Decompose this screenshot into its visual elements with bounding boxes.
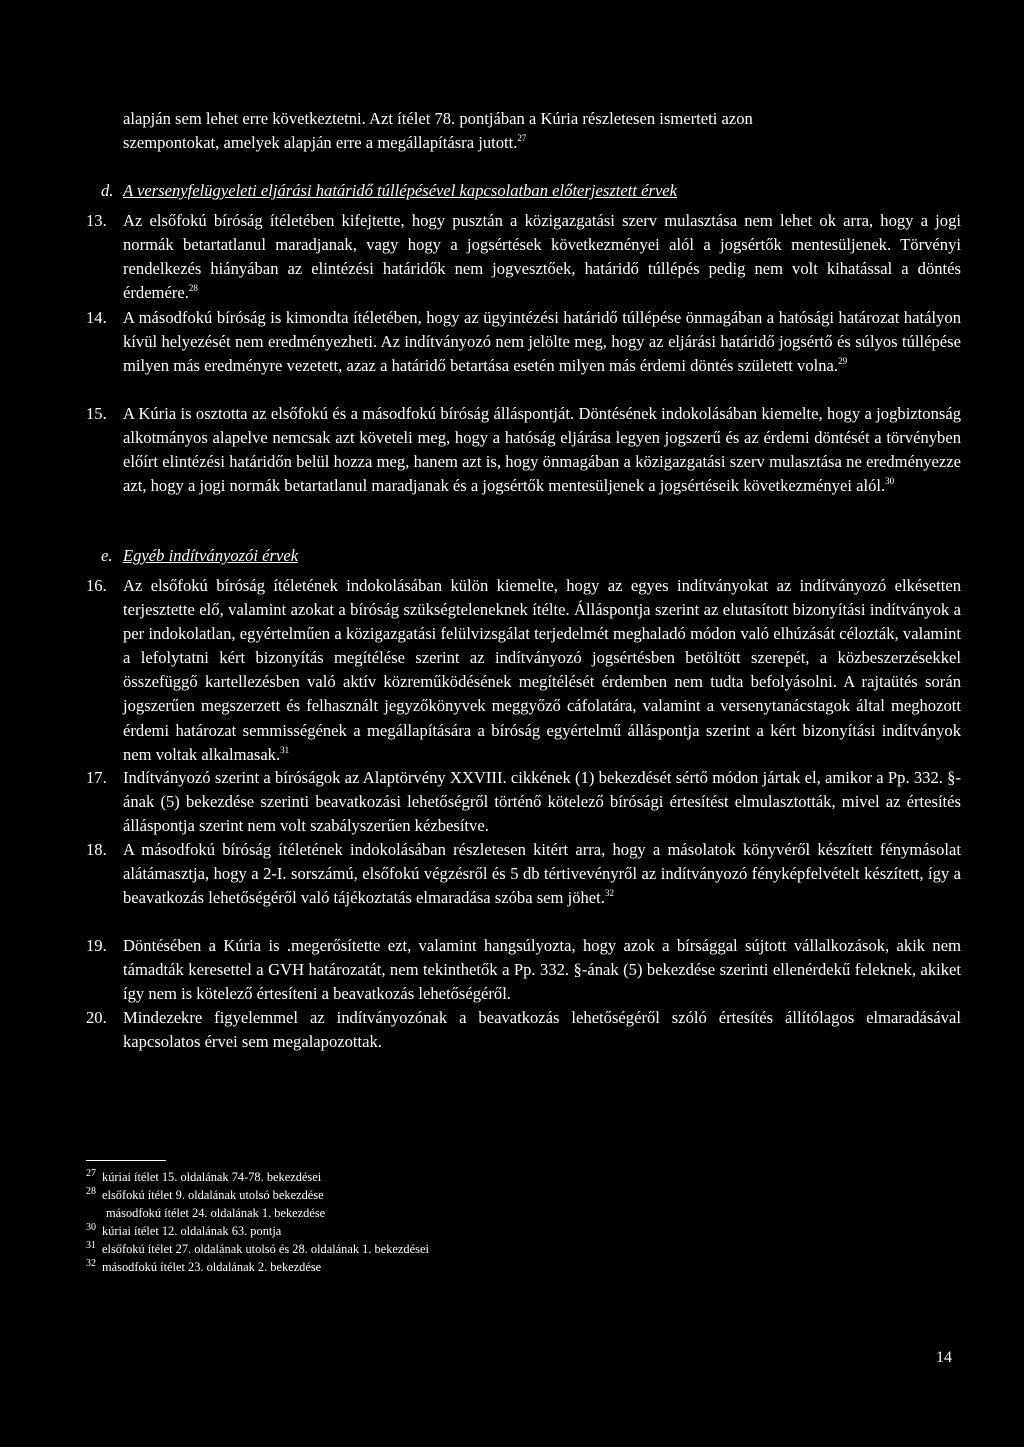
- footnote-separator: [86, 1160, 166, 1161]
- footnote-ref: 29: [838, 356, 848, 367]
- paragraph-17: [86, 766, 961, 838]
- footnotes: [86, 1168, 646, 1277]
- paragraph-13: [86, 209, 961, 305]
- paragraph-body: A másodfokú bíróság is kimondta ítéletében, hogy az ügyintézési határidő túllépése önmagában a hatósági határozat hatályon kívül helyezését nem eredményezheti. Az indítványozó nem jelölte meg, hogy az eljárási határidő jogsértő és súlyos túllépése milyen más eredményre vezetett, azaz a határidő betartása esetén milyen más érdemi döntés született volna.: [123, 308, 961, 376]
- footnote-30: [86, 1222, 646, 1240]
- paragraph-text: [123, 402, 961, 498]
- footnote-number: 28: [86, 1186, 96, 1198]
- paragraph-number: 17.: [86, 768, 107, 787]
- section-title: A versenyfelügyeleti eljárási határidő túllépésével kapcsolatban előterjesztett érvek: [123, 181, 678, 200]
- paragraph-18: [86, 838, 961, 910]
- paragraph-number: 14.: [86, 308, 107, 327]
- paragraph-body: Mindezekre figyelemmel az indítványozónak a beavatkozás lehetőségéről szóló értesítés állítólagos elmaradásával kapcsolatos érvei sem megalapozottak.: [123, 1008, 961, 1052]
- footnote-28: [86, 1186, 646, 1204]
- paragraph-body: A Kúria is osztotta az elsőfokú és a másodfokú bíróság álláspontját. Döntésének indokolásában kiemelte, hogy a jogbiztonság alkotmányos alapelve nemcsak azt követeli meg, hogy a hatóság eljárása legyen jogszerű és az érdemi döntését a törvényben előírt elintézési határidőn belül hozza meg, hanem azt is, hogy önmagában a közigazgatási szerv mulasztása ne eredményezze azt, hogy a jogi normák betartatlanul maradjanak és a jogsértők mentesüljenek a jogsértéseik következményei alól.: [123, 404, 961, 496]
- section-heading-e: [101, 544, 298, 568]
- footnote-text: kúriai ítélet 15. oldalának 74-78. bekezdései: [102, 1170, 322, 1184]
- section-letter: e.: [101, 546, 113, 565]
- paragraph-number: 16.: [86, 576, 107, 595]
- footnote-number: 27: [86, 1168, 96, 1179]
- footnote-number: 32: [86, 1258, 96, 1270]
- paragraph-text: [123, 838, 961, 910]
- footnote-text: másodfokú ítélet 24. oldalának 1. bekezdése: [106, 1206, 326, 1221]
- paragraph-number: 20.: [86, 1008, 107, 1027]
- paragraph-body: A másodfokú bíróság ítéletének indokolásában részletesen kitért arra, hogy a másolatok könyvéről készített fénymásolat alátámasztja, hogy a 2-I. sorszámú, elsőfokú végzésről és 5 db tértivevényről az indítványozó fényképfelvételt készített, így a beavatkozás lehetőségéről való tájékoztatás elmaradása szóba sem jöhet.: [123, 840, 961, 908]
- intro-line-1: alapján sem lehet erre következtetni. Azt ítélet 78. pontjában a Kúria részletesen ismerteti azon: [123, 109, 753, 128]
- footnote-ref: 32: [604, 888, 614, 899]
- footnote-27: [86, 1168, 646, 1186]
- paragraph-text: [123, 574, 961, 767]
- paragraph-number: 18.: [86, 840, 107, 859]
- footnote-ref: 28: [188, 283, 198, 294]
- paragraph-text: [123, 209, 961, 305]
- paragraph-15: [86, 402, 961, 498]
- page-number: 14: [936, 1349, 952, 1366]
- footnote-31: [86, 1240, 646, 1258]
- paragraph-body: Indítványozó szerint a bíróságok az Alaptörvény XXVIII. cikkének (1) bekezdését sértő módon jártak el, amikor a Pp. 332. §-ának (5) bekezdése szerinti beavatkozási lehetőségről történő kötelező bírósági értesítést elmulasztották, mivel az értesítés álláspontja szerint nem volt szabályszerűen kézbesítve.: [123, 768, 961, 836]
- footnote-number: 30: [86, 1222, 96, 1234]
- footnote-text: kúriai ítélet 12. oldalának 63. pontja: [102, 1224, 282, 1239]
- intro-line-2: [123, 131, 961, 155]
- footnote-number: 31: [86, 1240, 96, 1252]
- intro-paragraph: [123, 107, 961, 155]
- paragraph-14: [86, 306, 961, 378]
- paragraph-20: [86, 1006, 961, 1054]
- section-letter: d.: [101, 181, 114, 200]
- paragraph-16: [86, 574, 961, 767]
- section-title: Egyéb indítványozói érvek: [123, 546, 299, 565]
- footnote-text: másodfokú ítélet 23. oldalának 2. bekezdése: [102, 1260, 322, 1275]
- intro-line-2-text: szempontokat, amelyek alapján erre a megállapításra jutott.: [123, 133, 518, 153]
- paragraph-number: 15.: [86, 404, 107, 423]
- paragraph-text: [123, 934, 961, 1006]
- paragraph-body: Döntésében a Kúria is .megerősítette ezt, valamint hangsúlyozta, hogy azok a bírsággal sújtott vállalkozások, akik nem támadták keresettel a GVH határozatát, nem tekinthetők a Pp. 332. §-ának (5) bekezdése szerinti ellenérdekű feleknek, akiket így nem is kötelező értesíteni a beavatkozás lehetőségéről.: [123, 936, 961, 1004]
- paragraph-text: [123, 766, 961, 838]
- footnote-32: [86, 1258, 646, 1276]
- paragraph-body: Az elsőfokú bíróság ítéletében kifejtette, hogy pusztán a közigazgatási szerv mulasztása nem lehet ok arra, hogy a jogi normák betartatlanul maradjanak, vagy hogy a jogsértések következményei alól a jogsértők mentesüljenek. Törvényi rendelkezés hiányában az elintézési határidők nem jogvesztőek, határidő túllépés pedig nem volt kihatással a döntés érdemére.: [123, 211, 961, 303]
- footnote-text: elsőfokú ítélet 27. oldalának utolsó és 28. oldalának 1. bekezdései: [102, 1242, 429, 1257]
- section-heading-d: [101, 179, 677, 203]
- footnote-ref: 30: [885, 476, 895, 487]
- paragraph-body: Az elsőfokú bíróság ítéletének indokolásában külön kiemelte, hogy az egyes indítványokat az indítványozó elkésetten terjesztette elő, valamint azokat a bíróság szükségteleneknek ítélte. Álláspontja szerint az elutasított bizonyítási indítványok a per indokolatlan, egyértelműen a közigazgatási felülvizsgálat terjedelmét meghaladó módon való elhúzását célozták, valamint a lefolytatni kért bizonyítás megítélése szerint az indítványozó jogsértésben betöltött szerepét, a közbeszerzésekkel összefüggő kartellezésben való aktív közreműködésének megítélését érdemben nem tudta befolyásolni. A rajtaütés során jogszerűen megszerzett és felhasznált jegyzőkönyvek meggyőző cáfolatára, valamint a versenytanácstagok által meghozott érdemi határozat semmisségének a megállapítására a bíróság egyértelmű álláspontja szerint a kért bizonyítási indítványok nem voltak alkalmasak.: [123, 576, 961, 764]
- paragraph-number: 19.: [86, 936, 107, 955]
- footnote-ref: 31: [280, 744, 290, 755]
- footnote-text: elsőfokú ítélet 9. oldalának utolsó bekezdése: [102, 1188, 324, 1203]
- footnote-ref: 27: [517, 133, 527, 144]
- paragraph-text: [123, 306, 961, 378]
- paragraph-number: 13.: [86, 211, 107, 230]
- footnote-28-continued: [86, 1204, 646, 1222]
- paragraph-19: [86, 934, 961, 1006]
- paragraph-text: [123, 1006, 961, 1054]
